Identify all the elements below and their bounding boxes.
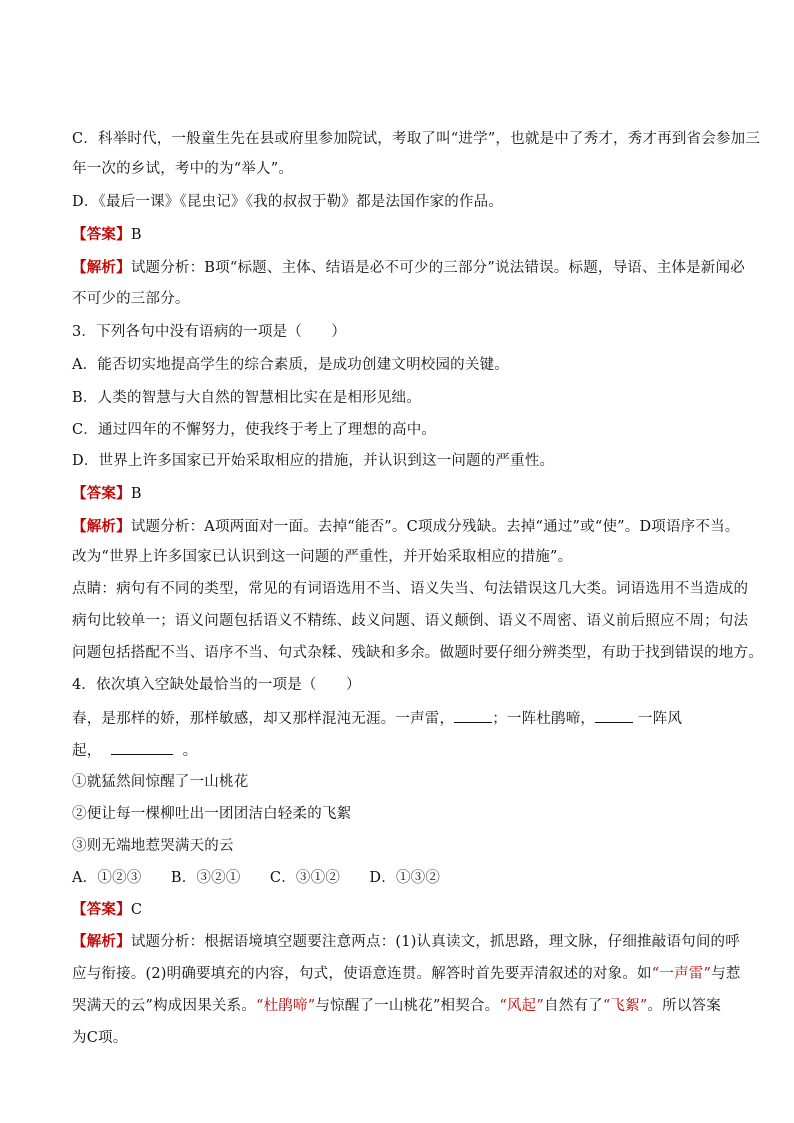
q4-item-1: ①就猛然间惊醒了一山桃花 bbox=[72, 774, 249, 790]
q4-answer bbox=[72, 900, 732, 920]
highlight-text: “杜鹃啼” bbox=[256, 998, 316, 1014]
analysis-tag: 【解析】 bbox=[72, 933, 131, 950]
analysis-text: 与惹 bbox=[711, 966, 741, 982]
analysis-text: 。所以答案 bbox=[647, 998, 721, 1014]
q4-analysis-line1 bbox=[72, 932, 740, 952]
blank-3 bbox=[111, 740, 173, 755]
q3-option-a: A．能否切实地提高学生的综合素质，是成功创建文明校园的关键。 bbox=[72, 357, 509, 373]
q4-analysis-line3 bbox=[72, 996, 732, 1016]
analysis-text: 试题分析：根据语境填空题要注意两点：(1)认真读文，抓思路，理文脉，仔细推敲语句间的呼 bbox=[130, 934, 740, 950]
answer-value: B bbox=[130, 486, 142, 502]
analysis-text: 自然有了 bbox=[544, 998, 603, 1014]
passage-text: 春，是那样的娇，那样敏感，却又那样混沌无涯。一声雷， bbox=[72, 711, 455, 727]
passage-text: 一阵风 bbox=[633, 711, 683, 727]
answer-tag: 【答案】 bbox=[72, 485, 131, 502]
answer-value: C bbox=[130, 902, 143, 918]
q3-tip-line2: 病句比较单一；语义问题包括语义不精练、歧义问题、语义颠倒、语义不周密、语义前后照应不周；句法 bbox=[72, 613, 749, 629]
analysis-text: 试题分析：A项两面对一面。去掉“能否”。C项成分残缺。去掉“通过”或“使”。D项语序不当。 bbox=[130, 519, 740, 535]
q3-tip-line1: 点睛：病句有不同的类型，常见的有词语选用不当、语义失当、句法错误这几大类。词语选用不当造成的 bbox=[72, 581, 749, 597]
q4-analysis-line4: 为C项。 bbox=[72, 1030, 128, 1046]
q4-passage-line2 bbox=[72, 740, 732, 761]
q3-answer bbox=[72, 484, 732, 504]
q3-analysis-line1 bbox=[72, 517, 740, 537]
q3-option-b: B．人类的智慧与大自然的智慧相比实在是相形见绌。 bbox=[72, 390, 421, 406]
analysis-text: 试题分析：B项“标题、主体、结语是必不可少的三部分”说法错误。标题，导语、主体是新闻必 bbox=[130, 260, 745, 276]
answer-value: B bbox=[130, 227, 142, 243]
q4-analysis-line2 bbox=[72, 964, 741, 984]
q2-option-c-line2: 年一次的乡试，考中的为“举人”。 bbox=[72, 161, 294, 177]
q4-options: A．①②③ B．③②① C．③①② D．①③② bbox=[72, 870, 441, 886]
q3-stem: 3．下列各句中没有语病的一项是（ ） bbox=[72, 324, 347, 340]
q4-stem: 4．依次填入空缺处最恰当的一项是（ ） bbox=[72, 677, 361, 693]
analysis-tag: 【解析】 bbox=[72, 259, 131, 276]
highlight-text: “风起” bbox=[499, 998, 544, 1014]
q3-analysis-line2: 改为“世界上许多国家已认识到这一问题的严重性，并开始采取相应的措施”。 bbox=[72, 549, 573, 565]
blank-2 bbox=[595, 708, 633, 723]
analysis-text: 与惊醒了一山桃花”相契合。 bbox=[315, 998, 500, 1014]
passage-text: 。 bbox=[182, 743, 198, 759]
answer-tag: 【答案】 bbox=[72, 901, 131, 918]
passage-text: 起， bbox=[72, 743, 102, 759]
q2-analysis-line1 bbox=[72, 258, 745, 278]
analysis-text: 应与衔接。(2)明确要填充的内容，句式，使语意连贯。解答时首先要弄清叙述的对象。如 bbox=[72, 966, 652, 982]
answer-tag: 【答案】 bbox=[72, 226, 131, 243]
q2-analysis-line2: 不可少的三部分。 bbox=[72, 291, 190, 307]
q4-item-2: ②便让每一棵柳吐出一团团洁白轻柔的飞絮 bbox=[72, 806, 352, 822]
q3-tip-line3: 问题包括搭配不当、语序不当、句式杂糅、残缺和多余。做题时要仔细分辨类型，有助于找到错误的地方。 bbox=[72, 645, 763, 661]
passage-text: ；一阵杜鹃啼， bbox=[492, 711, 596, 727]
q4-passage-line1 bbox=[72, 708, 732, 729]
analysis-text: 哭满天的云”构成因果关系。 bbox=[72, 998, 257, 1014]
q2-option-d: D．《最后一课》《昆虫记》《我的叔叔于勒》都是法国作家的作品。 bbox=[72, 194, 504, 210]
q3-option-c: C．通过四年的不懈努力，使我终于考上了理想的高中。 bbox=[72, 422, 437, 438]
highlight-text: “一声雷” bbox=[651, 966, 712, 982]
analysis-tag: 【解析】 bbox=[72, 518, 131, 535]
q2-answer bbox=[72, 225, 732, 245]
q2-option-c-line1: C．科举时代，一般童生先在县或府里参加院试，考取了叫“进学”，也就是中了秀才，秀才再到省会参加三 bbox=[72, 131, 761, 147]
blank-1 bbox=[454, 708, 492, 723]
q3-option-d: D．世界上许多国家已开始采取相应的措施，并认识到这一问题的严重性。 bbox=[72, 453, 555, 469]
q4-item-3: ③则无端地惹哭满天的云 bbox=[72, 838, 234, 854]
highlight-text: “飞絮” bbox=[602, 998, 648, 1014]
